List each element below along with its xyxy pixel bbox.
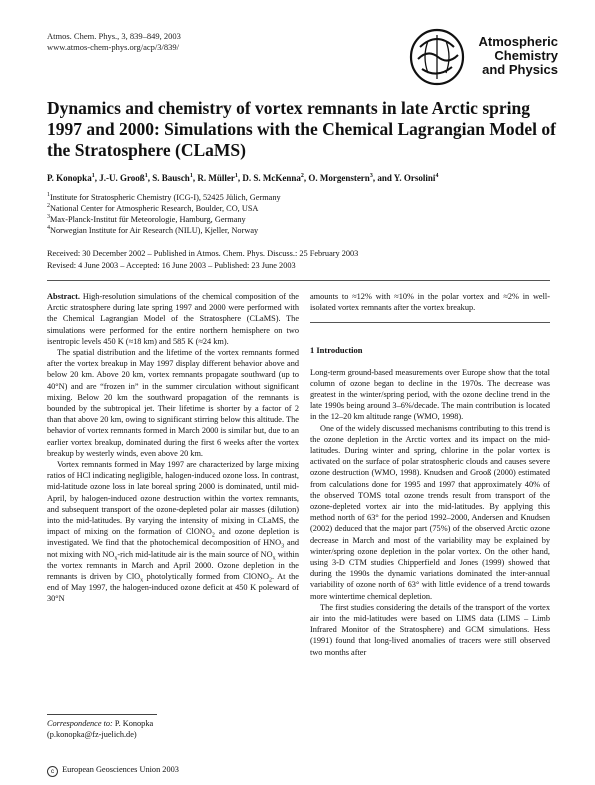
subscript-x-2: x (272, 555, 276, 562)
copyright-text: European Geosciences Union 2003 (62, 765, 179, 774)
author-affiliation-mark: 3 (369, 173, 373, 179)
abstract-text-3c: and not mixing with NO (47, 538, 299, 559)
author-affiliation-mark: 1 (144, 173, 148, 179)
abstract-text-3a: Vortex remnants formed in May 1997 are characterized by large mixing ratios of HCl indicating negligible, halogen-induced ozone loss. In contrast, mid-latitude ozone loss in late boreal spring 2000 is dominated, until mid-April, by halogen-induced ozone destruction within the vortex remnants, and subsequent transport of the ozone-depleted polar air masses (dilution) into the mid-latitudes. By varying the intensity of mixing in CLaMS, the impact of mixing on the formation of ClONO (47, 460, 299, 537)
copyright-icon: c (47, 766, 58, 777)
subscript-2: 2 (211, 532, 215, 539)
header-divider (47, 280, 550, 281)
journal-name (479, 35, 558, 77)
abstract-text-3e: within the vortex remnants in March and April 2000. Ozone depletion in the remnants is driven by ClO (47, 549, 299, 582)
author-name: D. S. McKenna (242, 173, 301, 183)
author-name: J.-U. Grooß (99, 173, 145, 183)
affiliation-number: 2 (47, 203, 50, 210)
affiliation-text: Max-Planck-Institut für Meteorologie, Hamburg, Germany (50, 215, 246, 224)
intro-paragraph-2: One of the widely discussed mechanisms contributing to this trend is the ozone depletion in the Arctic vortex and its impact on the mid-latitudes. During winter and spring, chlorine in the polar vortex is activated on the surface of polar stratospheric clouds and causes severe ozone destruction (WMO, 1998). Knudsen and Grooß (2000) estimated from calculations done for 1995 and 1997 that approximately 40% of the observed TOMS total ozone trends result from transport of the ozone-depleted vortex air into the mid-latitudes. By applying this method north of 63° for the period 1992–2000, Andersen and Knudsen (2002) deduced that the major part (75%) of the observed Arctic ozone decrease in March and most of the variability may be explained by winter/spring ozone depletion in the polar vortex. On the other hand, using 3-D CTM studies Chipperfield and Jones (1999) showed that during the 1990s the dynamic variations dominated the inter-annual variability of ozone north of 63° with little evidence of a trend towards more wintertime chemical depletion. (310, 423, 550, 601)
intro-paragraph-3: The first studies considering the details of the transport of the vortex air into the mid-latitudes were based on LIMS data (LIMS – Limb Infrared Monitor of the Stratosphere) and GCM simulations. Hess (1991) found that long-lived anomalies of tracers were still observed two months after (310, 602, 550, 657)
revised-accepted-line: Revised: 4 June 2003 – Accepted: 16 June 2003 – Published: 23 June 2003 (47, 260, 296, 270)
author-name: S. Bausch (152, 173, 190, 183)
affiliation-list (47, 192, 281, 236)
article-title: Dynamics and chemistry of vortex remnants in late Arctic spring 1997 and 2000: Simulations with the Chemical Lagrangian Model of the Stratosphere (CLaMS) (47, 98, 556, 160)
affiliation-text: National Center for Atmospheric Research, Boulder, CO, USA (50, 204, 259, 213)
abstract-paragraph-4: amounts to ≈12% with ≈10% in the polar vortex and ≈2% in well-isolated vortex remnants after the vortex breakup. (310, 292, 550, 313)
publication-dates (47, 248, 358, 271)
author-affiliation-mark: 4 (435, 173, 439, 179)
author-name: Y. Orsolini (393, 173, 436, 183)
author-name: R. Müller (197, 173, 235, 183)
author-list: P. Konopka$^1$, J.-U. Grooß$^1$, S. Bausch$^1$, R. Müller$^1$, D. S. McKenna$^2$, O. Morgenstern$^3$, and Y. Orsolini$^4$ (47, 173, 439, 183)
received-published-line: Received: 30 December 2002 – Published in Atmos. Chem. Phys. Discuss.: 25 February 2003 (47, 249, 359, 258)
journal-name-line1: Atmospheric (478, 34, 558, 49)
author-affiliation-mark: 2 (300, 173, 304, 179)
abstract-section (47, 291, 299, 605)
subscript-2b: 2 (269, 577, 272, 584)
abstract-label: Abstract. (47, 292, 80, 301)
abstract-paragraph-3 (47, 459, 299, 605)
affiliation-text: Institute for Stratospheric Chemistry (ICG-I), 52425 Jülich, Germany (50, 193, 281, 202)
citation-text: Atmos. Chem. Phys., 3, 839–849, 2003 (47, 31, 181, 41)
author-affiliation-mark: 1 (91, 173, 95, 179)
abstract-text-3f: photolytically formed from ClONO (143, 572, 269, 582)
introduction-heading: 1 Introduction (310, 345, 363, 356)
abstract-text-3g: . At the end of May 1997, the halogen-induced ozone deficit at 450 K poleward of 30°N (47, 572, 299, 604)
abstract-text-1: High-resolution simulations of the chemical composition of the Arctic stratosphere during late spring 1997 and 2000 were performed with the Chemical Lagrangian Model of the Stratosphere (CLaMS). The simulations were performed for the entire northern hemisphere on two isentropic levels 450 K (≈18 km) and 585 K (≈24 km). (47, 292, 299, 346)
affiliation-number: 4 (47, 225, 50, 232)
author-name: P. Konopka (47, 173, 92, 183)
abstract-divider (310, 322, 550, 323)
correspondence-name: P. Konopka (114, 719, 154, 728)
affiliation-item (47, 214, 281, 225)
affiliation-item (47, 203, 281, 214)
abstract-paragraph-1 (47, 291, 299, 347)
article-url[interactable]: www.atmos-chem-phys.org/acp/3/839/ (47, 42, 179, 52)
author-affiliation-mark: 1 (234, 173, 238, 179)
footnote-rule (47, 714, 157, 715)
intro-paragraph-1: Long-term ground-based measurements over Europe show that the total column of ozone began to decline in the 1970s. The decrease was greatest in the winter/spring period, with the ozone decline trend in the late 1990s being around 3–6%/decade. The main contribution is located in the 12–20 km altitude range (WMO, 1998). (310, 367, 550, 422)
egu-logo-icon (408, 27, 466, 87)
affiliation-text: Norwegian Institute for Air Research (NILU), Kjeller, Norway (50, 226, 259, 235)
journal-name-line3: and Physics (482, 62, 558, 77)
affiliation-number: 3 (47, 214, 50, 221)
author-name: O. Morgenstern (308, 173, 370, 183)
affiliation-number: 1 (47, 192, 50, 199)
author-affiliation-mark: 1 (189, 173, 193, 179)
journal-citation (47, 31, 181, 53)
abstract-paragraph-2: The spatial distribution and the lifetime of the vortex remnants formed after the vortex breakup in May 1997 display different behavior above and below 20 km. Above 20 km, vortex remnants propagate southward (up to 40°N) and are “frozen in” in the summer circulation without significant mixing. Below 20 km the southward propagation of the remnants is bounded by the subtropical jet. Their lifetime is shorter by a factor of 2 than that above 20 km, owing to significant stirring below this altitude. The behavior of vortex remnants formed in March 2000 is similar but, due to an earlier vortex breakup, dominated during the first 6 weeks after the vortex breakup by westerly winds, even above 20 km. (47, 348, 299, 458)
copyright-notice (47, 764, 179, 777)
subscript-x-3: x (140, 577, 144, 584)
affiliation-item (47, 192, 281, 203)
right-column (310, 291, 550, 658)
subscript-x: x (114, 555, 118, 562)
correspondence-label: Correspondence to: (47, 719, 113, 728)
abstract-text-3b: and ozone depletion is investigated. We find that the photochemical decomposition of HNO (47, 527, 299, 548)
abstract-text-3d: -rich mid-latitude air is the main source of NO (117, 549, 273, 559)
correspondence-email[interactable]: (p.konopka@fz-juelich.de) (47, 730, 137, 739)
correspondence-footnote (47, 718, 153, 740)
journal-name-line2: Chemistry (494, 48, 558, 63)
subscript-3: 3 (281, 544, 285, 551)
affiliation-item (47, 225, 281, 236)
journal-logo (408, 27, 558, 87)
